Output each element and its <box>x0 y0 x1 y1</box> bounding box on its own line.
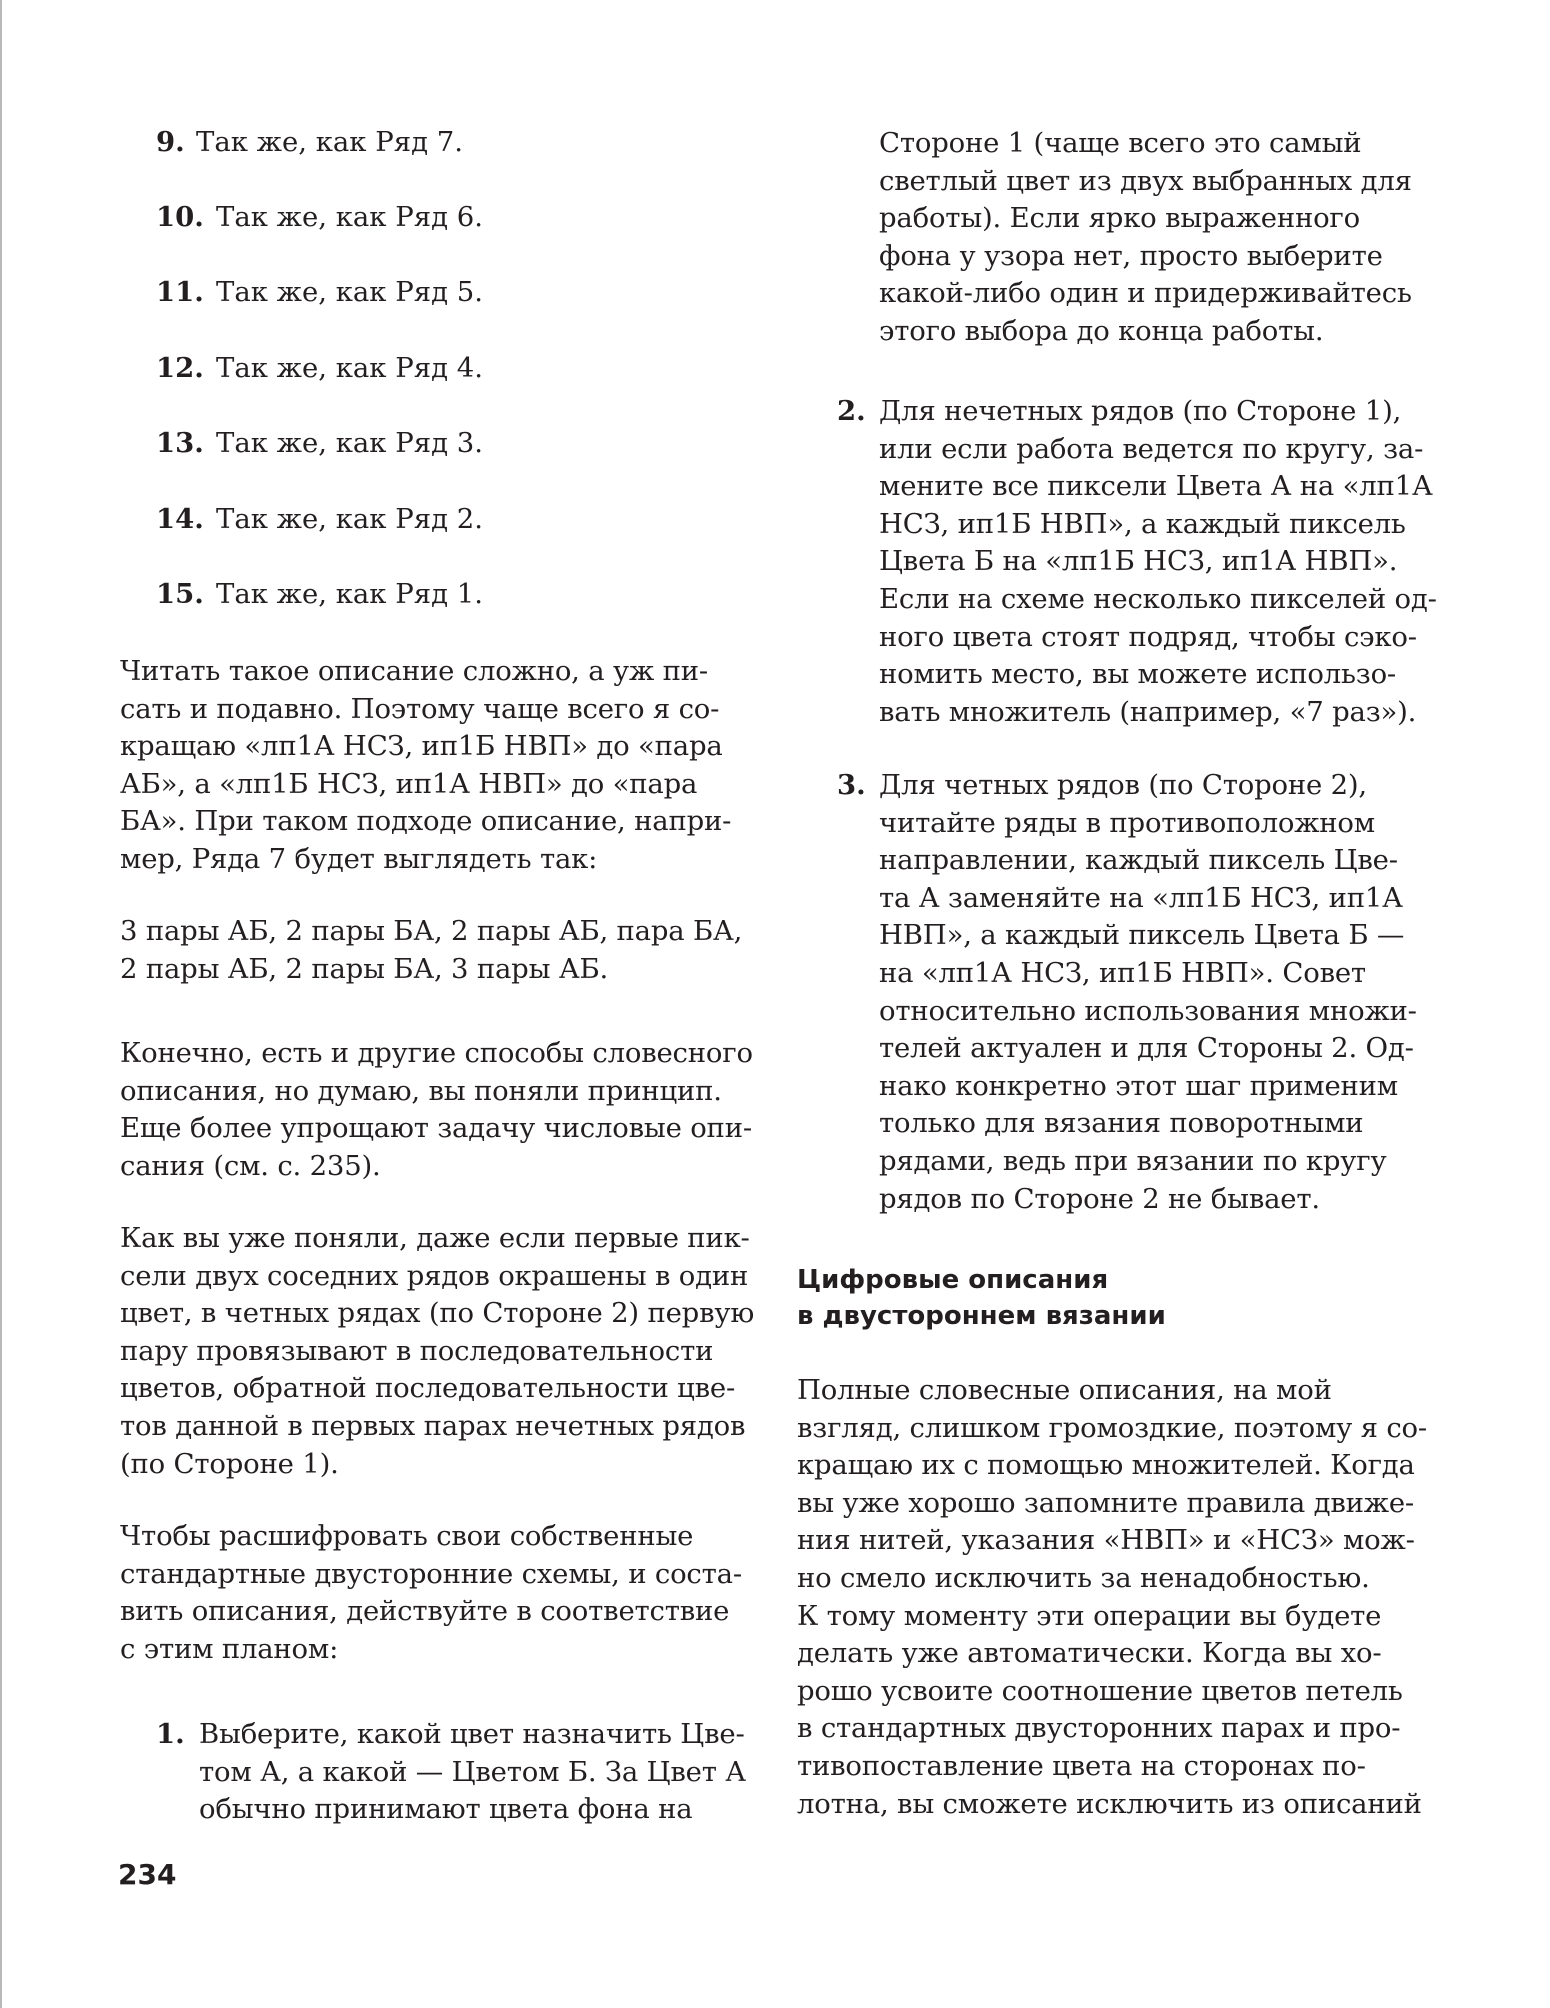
list-item-1-text: Выберите, какой цвет назначить Цве- том А, а какой — Цветом Б. За Цвет А обычно принимают цвета фона на <box>199 1718 746 1826</box>
row-text: Так же, как Ряд 6. <box>216 201 483 233</box>
section-heading: Цифровые описания в двустороннем вязании <box>797 1265 1166 1331</box>
list-number-2: 2. <box>837 395 866 427</box>
row-number: 11. <box>156 276 204 308</box>
paragraph-color-order: Как вы уже поняли, даже если первые пик- сели двух соседних рядов окрашены в один цвет, в четных рядах (по Стороне 2) первую пару провязывают в последовательности цветов, обратной последовательности цве- тов данной в первых парах нечетных рядов (по Стороне 1). <box>120 1222 755 1480</box>
paragraph-other-methods: Конечно, есть и другие способы словесного описания, но думаю, вы поняли принцип. Еще более упрощают задачу числовые опи- сания (см. с. 235). <box>120 1037 753 1182</box>
row-text: Так же, как Ряд 5. <box>216 276 483 308</box>
row-text: Так же, как Ряд 2. <box>216 503 483 535</box>
list-item-1-continuation: Стороне 1 (чаще всего это самый светлый цвет из двух выбранных для работы). Если ярко выраженного фона у узора нет, просто выберите какой-либо один и придерживайтесь этого выбора до конца работы. <box>879 127 1412 347</box>
list-number-3: 3. <box>837 769 866 801</box>
paragraph-row7-example: 3 пары АБ, 2 пары БА, 2 пары АБ, пара БА, 2 пары АБ, 2 пары БА, 3 пары АБ. <box>120 915 743 985</box>
row-item <box>156 199 483 237</box>
paragraph-digital-descriptions: Полные словесные описания, на мой взгляд, слишком громоздкие, поэтому я со- кращаю их с помощью множителей. Когда вы уже хорошо запомните правила движе- ния нитей, указания «НВП» и «НСЗ» мож- но смело исключить за ненадобностью. К тому моменту эти операции вы будете делать уже автоматически. Когда вы хо- рошо усвоите соотношение цветов петель в стандартных двусторонних парах и про- тивопоставление цвета на сторонах по- лотна, вы сможете исключить из описаний <box>797 1374 1427 1820</box>
row-number: 15. <box>156 578 204 610</box>
paragraph-plan-intro: Чтобы расшифровать свои собственные стандартные двусторонние схемы, и соста- вить описания, действуйте в соответствие с этим планом: <box>120 1520 742 1665</box>
row-text: Так же, как Ряд 4. <box>216 352 483 384</box>
row-item <box>156 501 483 539</box>
row-item <box>156 124 463 162</box>
row-number: 9. <box>156 126 185 158</box>
page-number: 234 <box>118 1858 177 1891</box>
row-item <box>156 425 483 463</box>
list-number-1: 1. <box>156 1718 185 1750</box>
row-text: Так же, как Ряд 7. <box>196 126 463 158</box>
row-number: 13. <box>156 427 204 459</box>
row-item <box>156 274 483 312</box>
row-number: 10. <box>156 201 204 233</box>
row-item <box>156 350 483 388</box>
list-item-3-text: Для четных рядов (по Стороне 2), читайте ряды в противоположном направлении, каждый пиксель Цве- та А заменяйте на «лп1Б НСЗ, ип1А НВП», а каждый пиксель Цвета Б — на «лп1А НСЗ, ип1Б НВП». Совет относительно использования множи- телей актуален и для Стороны 2. Од- нако конкретно этот шаг применим только для вязания поворотными рядами, ведь при вязании по кругу рядов по Стороне 2 не бывает. <box>879 769 1417 1215</box>
row-number: 14. <box>156 503 204 535</box>
row-text: Так же, как Ряд 3. <box>216 427 483 459</box>
row-number: 12. <box>156 352 204 384</box>
row-item <box>156 576 483 614</box>
list-item-2-text: Для нечетных рядов (по Стороне 1), или если работа ведется по кругу, за- мените все пиксели Цвета А на «лп1А НСЗ, ип1Б НВП», а каждый пиксель Цвета Б на «лп1Б НСЗ, ип1А НВП». Если на схеме несколько пикселей од- ного цвета стоят подряд, чтобы сэко- номить место, вы можете использо- вать множитель (например, «7 раз»). <box>879 395 1437 728</box>
paragraph-reading-difficulty: Читать такое описание сложно, а уж пи- сать и подавно. Поэтому чаще всего я со- кращаю «лп1А НСЗ, ип1Б НВП» до «пара АБ», а «лп1Б НСЗ, ип1А НВП» до «пара БА». При таком подходе описание, напри- мер, Ряда 7 будет выглядеть так: <box>120 655 732 875</box>
row-text: Так же, как Ряд 1. <box>216 578 483 610</box>
